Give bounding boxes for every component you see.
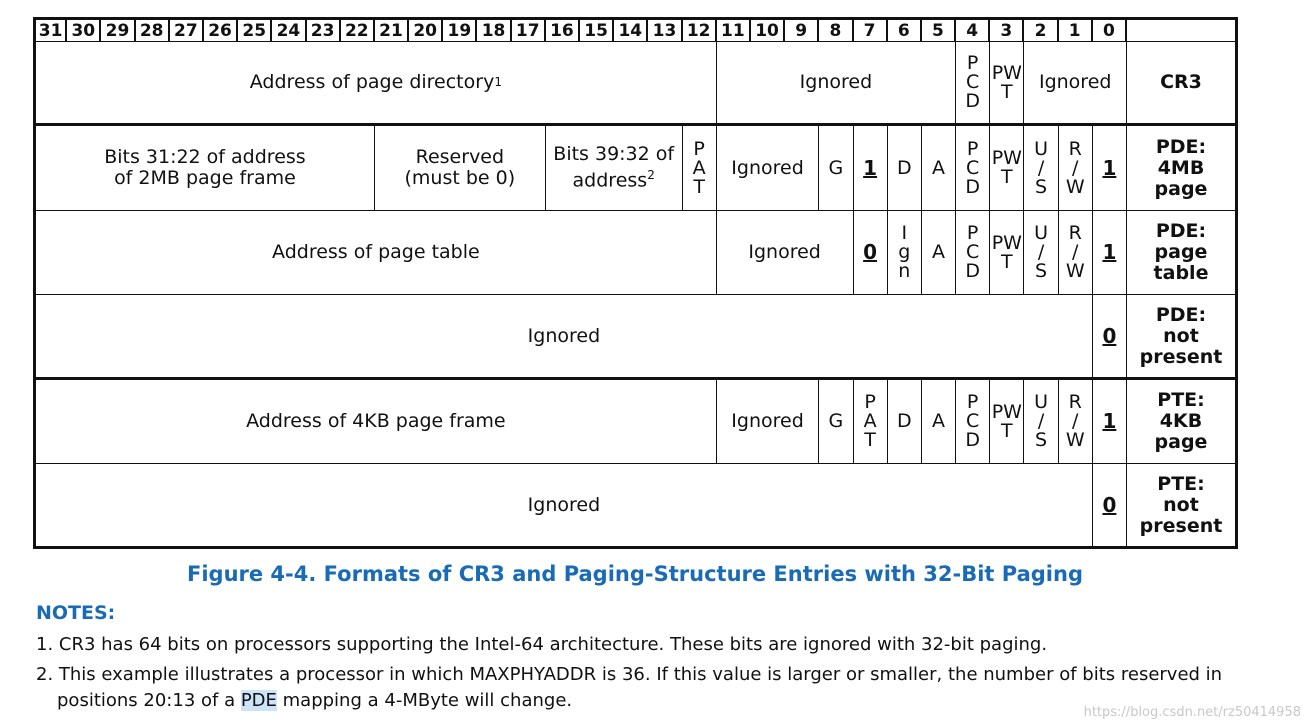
letter: P xyxy=(864,391,876,413)
bit-number: 29 xyxy=(101,17,135,42)
pde4mb-g: G xyxy=(819,126,853,211)
note-1: 1. CR3 has 64 bits on processors supporting the Intel-64 architecture. These bits are ignored with 32-bit paging. xyxy=(36,634,1048,655)
pte4kb-pwt xyxy=(990,380,1024,464)
note-2-line-1: 2. This example illustrates a processor in which MAXPHYADDR is 36. If this value is larger or smaller, the number of bits reserved in xyxy=(36,664,1223,685)
bit-number: 9 xyxy=(785,17,819,42)
pde4mb-us xyxy=(1024,126,1058,211)
letter: U xyxy=(1034,222,1048,244)
letter: R xyxy=(1068,222,1082,244)
row-label-pte-4kb xyxy=(1127,380,1238,464)
text-line: (must be 0) xyxy=(404,167,516,189)
pte4kb-rw xyxy=(1059,380,1093,464)
text-line: not xyxy=(1163,324,1199,347)
bit-number: 15 xyxy=(580,17,614,42)
letter: g xyxy=(898,241,911,263)
pdetable-pcd xyxy=(956,211,990,295)
row-label-pde-not-present xyxy=(1127,295,1238,380)
bit-number: 12 xyxy=(683,17,717,42)
text-line: page xyxy=(1154,241,1208,263)
bit-number: 1 xyxy=(1059,17,1093,42)
row-label-pde-page-table xyxy=(1127,211,1238,295)
pde4mb-pcd xyxy=(956,126,990,211)
pde4mb-d: D xyxy=(888,126,922,211)
letter: R xyxy=(1068,391,1082,413)
ptenp-present: 0 xyxy=(1093,464,1127,549)
letter: I xyxy=(901,222,908,244)
letter: PW xyxy=(991,147,1022,169)
ptenp-ignored: Ignored xyxy=(33,464,1093,549)
letter: P xyxy=(966,137,979,160)
letter: C xyxy=(966,71,980,93)
text-line: 4MB xyxy=(1157,156,1205,179)
pde4mb-rw xyxy=(1059,126,1093,211)
bit-number: 25 xyxy=(238,17,272,42)
text-line: PDE: xyxy=(1155,303,1207,326)
highlighted-text: PDE xyxy=(240,690,277,711)
text-line: Bits 39:32 of xyxy=(553,143,675,166)
pte4kb-address: Address of 4KB page frame xyxy=(33,380,717,464)
pdetable-present: 1 xyxy=(1093,211,1127,295)
bit-number: 5 xyxy=(922,17,956,42)
text-line: present xyxy=(1139,514,1223,537)
cr3-pwt xyxy=(990,42,1024,126)
pte4kb-d: D xyxy=(888,380,922,464)
pte4kb-ignored: Ignored xyxy=(717,380,820,464)
cr3-address xyxy=(33,42,717,126)
pdetable-ps: 0 xyxy=(854,211,888,295)
bit-number: 7 xyxy=(854,17,888,42)
bit-number: 22 xyxy=(341,17,375,42)
letter: C xyxy=(966,156,980,179)
text-span: positions 20:13 of a xyxy=(57,690,241,711)
text-line: address xyxy=(572,169,648,192)
row-label-pte-not-present xyxy=(1127,464,1238,549)
figure-caption: Figure 4-4. Formats of CR3 and Paging-Structure Entries with 32-Bit Paging xyxy=(187,562,1083,586)
bit-number: 14 xyxy=(614,17,648,42)
letter: T xyxy=(1001,80,1013,103)
letter: D xyxy=(965,260,980,282)
letter: n xyxy=(898,260,911,282)
text-line: not xyxy=(1163,493,1199,516)
letter: R xyxy=(1068,137,1082,160)
bit-number: 6 xyxy=(888,17,922,42)
bit-number: 3 xyxy=(990,17,1024,42)
letter: A xyxy=(692,156,706,179)
bit-number: 24 xyxy=(272,17,306,42)
pte4kb-us xyxy=(1024,380,1058,464)
letter: W xyxy=(1065,429,1085,451)
text-line: PDE: xyxy=(1155,220,1207,242)
letter: C xyxy=(966,241,980,263)
pde4mb-bits39-32 xyxy=(546,126,683,211)
letter: / xyxy=(1072,241,1079,263)
text-line: of 2MB page frame xyxy=(114,167,296,189)
pde4mb-ps: 1 xyxy=(854,126,888,211)
label-header xyxy=(1127,17,1238,42)
letter: A xyxy=(863,410,877,432)
footnote-ref: 1 xyxy=(494,75,502,89)
letter: PW xyxy=(991,61,1022,84)
bit-number: 28 xyxy=(136,17,170,42)
text-line: 4KB xyxy=(1159,410,1203,432)
letter: P xyxy=(693,137,705,160)
cr3-address-text: Address of page directory xyxy=(249,71,495,93)
text-line: page xyxy=(1154,431,1208,453)
pdetable-ignored: Ignored xyxy=(717,211,854,295)
cr3-pcd xyxy=(956,42,990,126)
pte4kb-a: A xyxy=(922,380,956,464)
bit-number: 10 xyxy=(751,17,785,42)
pdenp-present: 0 xyxy=(1093,295,1127,380)
bit-number: 20 xyxy=(409,17,443,42)
letter: D xyxy=(965,429,980,451)
pde4mb-pwt xyxy=(990,126,1024,211)
bit-number: 18 xyxy=(477,17,511,42)
bit-number: 0 xyxy=(1093,17,1127,42)
cr3-ignored: Ignored xyxy=(717,42,956,126)
pde4mb-pat xyxy=(683,126,717,211)
pdetable-a: A xyxy=(922,211,956,295)
pte4kb-g: G xyxy=(819,380,853,464)
text-line: Reserved xyxy=(415,146,505,168)
bit-number: 8 xyxy=(819,17,853,42)
bit-number: 11 xyxy=(717,17,751,42)
bit-number: 21 xyxy=(375,17,409,42)
letter: S xyxy=(1035,429,1048,451)
row-label-pde-4mb xyxy=(1127,126,1238,211)
pde4mb-a: A xyxy=(922,126,956,211)
letter: PW xyxy=(991,400,1022,423)
pdetable-pwt xyxy=(990,211,1024,295)
text-line: table xyxy=(1153,262,1209,284)
letter: / xyxy=(1037,156,1045,179)
letter: S xyxy=(1035,260,1048,282)
pde4mb-ignored: Ignored xyxy=(717,126,820,211)
pdetable-us xyxy=(1024,211,1058,295)
letter: T xyxy=(1001,166,1013,188)
letter: U xyxy=(1034,137,1048,160)
letter: / xyxy=(1037,410,1045,432)
pde4mb-present: 1 xyxy=(1093,126,1127,211)
pte4kb-pcd xyxy=(956,380,990,464)
letter: P xyxy=(966,52,979,74)
bit-number: 4 xyxy=(956,17,990,42)
letter: D xyxy=(965,175,980,198)
letter: C xyxy=(966,410,980,432)
bit-number: 31 xyxy=(33,17,67,42)
letter: W xyxy=(1065,175,1085,198)
letter: P xyxy=(966,391,979,413)
text-line: PTE: xyxy=(1157,389,1205,411)
letter: W xyxy=(1065,260,1085,282)
letter: / xyxy=(1037,241,1045,263)
text-line: page xyxy=(1154,177,1208,200)
bit-number: 19 xyxy=(443,17,477,42)
letter: S xyxy=(1035,175,1048,198)
letter: T xyxy=(693,175,705,198)
bit-number: 30 xyxy=(67,17,101,42)
letter: U xyxy=(1034,391,1048,413)
footnote-ref: 2 xyxy=(647,168,655,183)
text-span: mapping a 4-MByte will change. xyxy=(276,690,573,711)
paging-format-table xyxy=(33,17,1238,549)
pdenp-ignored: Ignored xyxy=(33,295,1093,380)
pdetable-ign xyxy=(888,211,922,295)
watermark: https://blog.csdn.net/rz50414958 xyxy=(1083,705,1301,720)
pte4kb-pat xyxy=(854,380,888,464)
letter: / xyxy=(1072,410,1079,432)
text-line: PDE: xyxy=(1155,135,1207,158)
pdetable-address: Address of page table xyxy=(33,211,717,295)
text-line: present xyxy=(1139,345,1223,368)
bit-number: 26 xyxy=(204,17,238,42)
letter: D xyxy=(965,90,980,112)
bit-number: 2 xyxy=(1024,17,1058,42)
pde4mb-bits31-22 xyxy=(33,126,375,211)
row-label-cr3: CR3 xyxy=(1127,42,1238,126)
pde4mb-reserved xyxy=(375,126,546,211)
letter: T xyxy=(864,429,876,451)
cr3-ignored-low: Ignored xyxy=(1024,42,1127,126)
text-line: Bits 31:22 of address xyxy=(104,146,306,168)
letter: T xyxy=(1001,250,1013,273)
bit-number: 17 xyxy=(512,17,546,42)
letter: / xyxy=(1072,156,1079,179)
bit-number: 27 xyxy=(170,17,204,42)
pte4kb-present: 1 xyxy=(1093,380,1127,464)
bit-number: 23 xyxy=(307,17,341,42)
letter: P xyxy=(966,222,979,244)
bit-number: 13 xyxy=(648,17,682,42)
letter: T xyxy=(1001,419,1013,442)
bit-number: 16 xyxy=(546,17,580,42)
text-line: PTE: xyxy=(1157,472,1205,495)
notes-title: NOTES: xyxy=(36,602,116,624)
pdetable-rw xyxy=(1059,211,1093,295)
letter: PW xyxy=(991,231,1022,254)
